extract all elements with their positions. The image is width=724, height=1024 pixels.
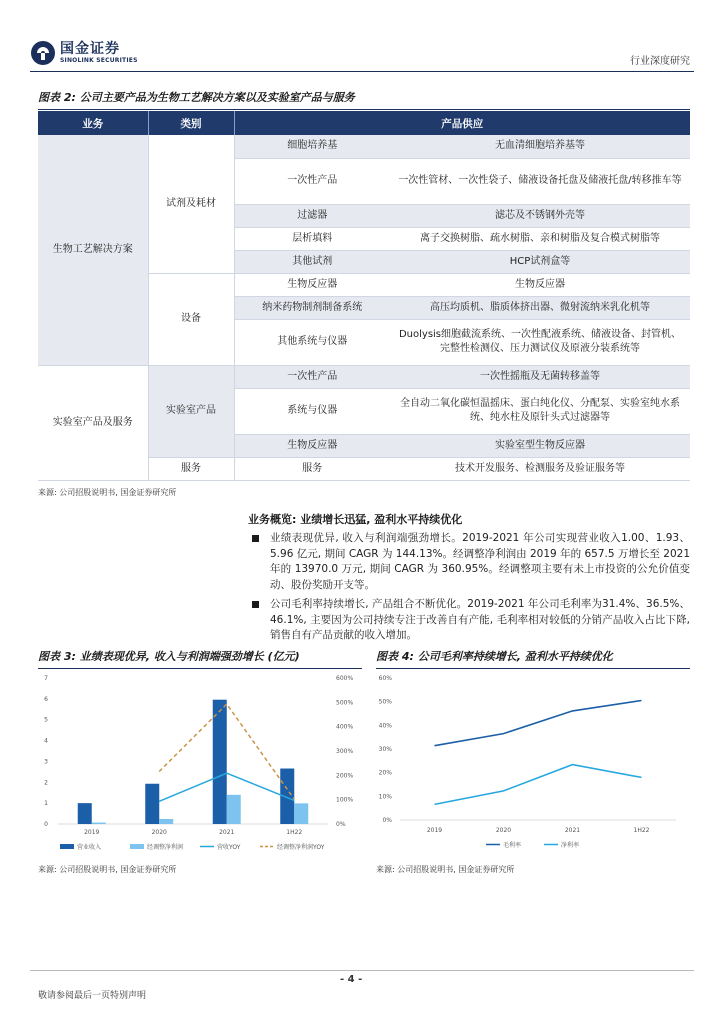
- product-cell: 其他系统与仪器: [234, 319, 390, 365]
- legend-label: 毛利率: [503, 842, 522, 849]
- x-tick-label: 2019: [84, 829, 100, 836]
- bullet-text: 公司毛利率持续增长, 产品组合不断优化。2019-2021 年公司毛利率为31.4%、36.5%、46.1%, 主要因为公司持续专注于改善自有产能, 毛利率相对较低的分销产品收入占比下降, 销售自有产品贡献的收入增加。: [270, 598, 690, 641]
- product-cell: 过滤器: [234, 204, 390, 227]
- figure4-source: 来源: 公司招股说明书, 国金证券研究所: [376, 865, 515, 874]
- product-cell: 生物反应器: [234, 434, 390, 457]
- footer-note: 敬请参阅最后一页特别声明: [38, 991, 147, 1001]
- bar-经调整净利润: [227, 795, 241, 824]
- col-category: 类别: [148, 111, 234, 135]
- legend-swatch: [130, 844, 144, 849]
- offer-cell: 高压均质机、脂质体挤出器、微射流纳米乳化机等: [390, 296, 690, 319]
- business-cell: 实验室产品及服务: [38, 365, 148, 480]
- legend-label: 净利率: [561, 842, 580, 849]
- y-tick-label: 6: [44, 695, 48, 703]
- product-cell: 服务: [234, 457, 390, 480]
- product-cell: 一次性产品: [234, 158, 390, 204]
- overview-bullet-2: [252, 597, 690, 644]
- footer-divider: [30, 970, 694, 971]
- y2-tick-label: 400%: [336, 723, 354, 731]
- page-header: [30, 38, 694, 72]
- page-number: - 4 -: [340, 974, 363, 985]
- overview-heading: 业务概览: 业绩增长迅猛, 盈利水平持续优化: [248, 513, 463, 526]
- offer-cell: 实验室型生物反应器: [390, 434, 690, 457]
- legend-swatch: [60, 844, 74, 849]
- bar-经调整净利润: [159, 819, 173, 824]
- category-cell: 试剂及耗材: [148, 135, 234, 273]
- line-毛利率: [435, 700, 642, 745]
- table-row: [38, 135, 690, 158]
- table-header-row: [38, 111, 690, 135]
- product-cell: 系统与仪器: [234, 388, 390, 434]
- product-cell: 纳米药物制剂制备系统: [234, 296, 390, 319]
- x-tick-label: 2021: [219, 829, 235, 836]
- figure2-title: 图表 2: 公司主要产品为生物工艺解决方案以及实验室产品与服务: [38, 89, 690, 110]
- y-tick-label: 60%: [378, 675, 392, 682]
- figure2-source: 来源: 公司招股说明书, 国金证券研究所: [38, 488, 177, 497]
- offer-cell: 一次性管材、一次性袋子、储液设备托盘及储液托盘/转移推车等: [390, 158, 690, 204]
- product-cell: 一次性产品: [234, 365, 390, 388]
- revenue-profit-chart: [38, 670, 362, 856]
- product-cell: 生物反应器: [234, 273, 390, 296]
- y-tick-label: 0%: [382, 817, 392, 824]
- y-tick-label: 2: [44, 779, 48, 787]
- offer-cell: Duolysis细胞截流系统、一次性配液系统、储液设备、封管机、完整性检测仪、压力测试仪及原液分装系统等: [390, 319, 690, 365]
- y-tick-label: 4: [44, 737, 48, 745]
- offer-cell: 生物反应器: [390, 273, 690, 296]
- y-tick-label: 40%: [378, 722, 392, 730]
- y-tick-label: 30%: [378, 746, 392, 753]
- y2-tick-label: 600%: [336, 675, 354, 682]
- bullet-text: 业绩表现优异, 收入与利润端强劲增长。2019-2021 年公司实现营业收入1.00、1.93、5.96 亿元, 期间 CAGR 为 144.13%。经调整净利润由 2019 年的 657.5 万增长至 2021 年的 13970.0 万元, 期间 CAGR 为 360.95%。经调整项主要有未上市投资的公允价值变动、股份奖励开支等。: [270, 532, 690, 591]
- y2-tick-label: 0%: [336, 821, 346, 828]
- overview-bullet-1: [252, 531, 690, 593]
- logo-cn: 国金证券: [60, 41, 120, 57]
- y-tick-label: 50%: [378, 698, 392, 706]
- y-tick-label: 3: [44, 758, 48, 766]
- figure4-title: 图表 4: 公司毛利率持续增长, 盈利水平持续优化: [376, 648, 690, 669]
- y2-tick-label: 100%: [336, 796, 354, 804]
- legend-label: 营业收入: [77, 844, 102, 851]
- business-cell: 生物工艺解决方案: [38, 135, 148, 365]
- offer-cell: HCP试剂盒等: [390, 250, 690, 273]
- y-tick-label: 7: [44, 675, 48, 682]
- bar-营业收入: [145, 784, 159, 824]
- x-tick-label: 1H22: [633, 827, 650, 834]
- x-tick-label: 2019: [426, 827, 443, 834]
- bar-经调整净利润: [92, 823, 106, 824]
- category-cell: 设备: [148, 273, 234, 365]
- figure3-source: 来源: 公司招股说明书, 国金证券研究所: [38, 865, 177, 874]
- bullet-square-icon: [252, 601, 259, 608]
- product-cell: 细胞培养基: [234, 135, 390, 158]
- offer-cell: 无血清细胞培养基等: [390, 135, 690, 158]
- figure3-title: 图表 3: 业绩表现优异, 收入与利润端强劲增长 (亿元): [38, 648, 362, 669]
- col-business: 业务: [38, 111, 148, 135]
- logo-en: SINOLINK SECURITIES: [60, 57, 138, 64]
- y2-tick-label: 200%: [336, 772, 354, 780]
- product-cell: 层析填料: [234, 227, 390, 250]
- sinolink-logo: [30, 40, 138, 66]
- x-tick-label: 2020: [151, 829, 167, 836]
- report-category: 行业深度研究: [630, 56, 690, 67]
- offer-cell: 全自动二氧化碳恒温摇床、蛋白纯化仪、分配泵、实验室纯水系统、纯水柱及原针头式过滤器等: [390, 388, 690, 434]
- line-净利率: [435, 765, 642, 805]
- legend-label: 经调整净利润YOY: [277, 844, 325, 851]
- category-cell: 实验室产品: [148, 365, 234, 457]
- offer-cell: 滤芯及不锈钢外壳等: [390, 204, 690, 227]
- logo-icon: [30, 40, 56, 66]
- bar-营业收入: [78, 803, 92, 824]
- y2-tick-label: 300%: [336, 748, 354, 755]
- bar-营业收入: [213, 700, 227, 824]
- legend-label: 营收YOY: [217, 844, 241, 851]
- margin-chart: [376, 670, 690, 856]
- y2-tick-label: 500%: [336, 699, 354, 707]
- table-row: [38, 365, 690, 388]
- category-cell: 服务: [148, 457, 234, 480]
- x-tick-label: 2020: [495, 827, 512, 834]
- offer-cell: 一次性摇瓶及无菌转移盖等: [390, 365, 690, 388]
- y-tick-label: 0: [44, 821, 48, 828]
- col-offering: 产品供应: [234, 111, 690, 135]
- bullet-square-icon: [252, 535, 259, 542]
- y-tick-label: 1: [44, 800, 48, 808]
- y-tick-label: 20%: [378, 769, 392, 777]
- legend-label: 经调整净利润: [147, 844, 184, 851]
- product-cell: 其他试剂: [234, 250, 390, 273]
- offer-cell: 离子交换树脂、疏水树脂、亲和树脂及复合模式树脂等: [390, 227, 690, 250]
- y-tick-label: 10%: [378, 793, 392, 801]
- bar-经调整净利润: [294, 803, 308, 824]
- product-table: [38, 111, 690, 481]
- x-tick-label: 2021: [564, 827, 581, 834]
- offer-cell: 技术开发服务、检测服务及验证服务等: [390, 457, 690, 480]
- y-tick-label: 5: [44, 716, 48, 724]
- x-tick-label: 1H22: [286, 829, 303, 836]
